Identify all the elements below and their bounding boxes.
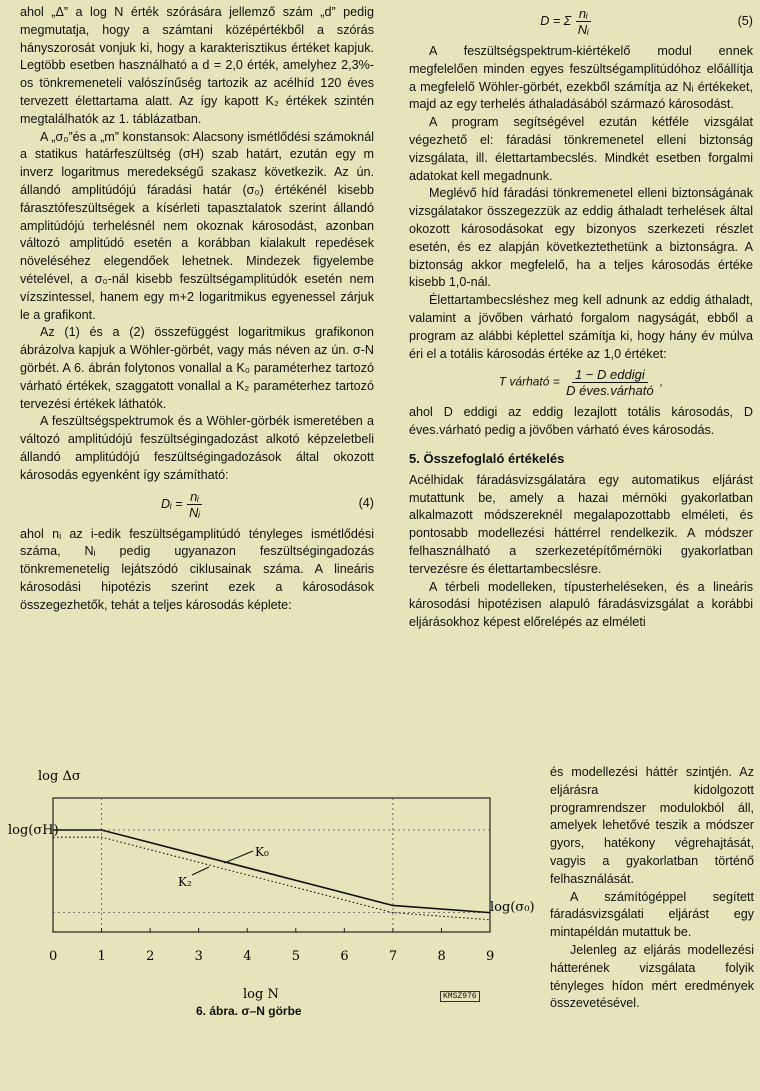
x-tick-label: 6 [340,949,349,964]
right-column [409,4,753,632]
equation-6 [409,367,753,398]
plot-frame [53,798,490,932]
eq4-numerator: nᵢ [187,489,202,505]
x-tick-label: 0 [49,949,58,964]
paragraph: A program segítségével ezután kétféle vizsgálat végezhető el: fáradási tönkremenetel elleni biztonság vizsgálata, ill. élettartambecslés. Mindkét esetben forgalmi adatokat kell megadnunk. [409,115,753,183]
paragraph: ahol D eddigi az eddig lezajlott totális károsodás, D éves.várható pedig a jövőben várható éves károsodás. [409,405,753,438]
eq6-numerator: 1 − D eddigi [572,367,648,383]
paragraph: Acélhidak fáradásvizsgálatára egy automatikus eljárást mutattunk be, amely a hazai mérnöki gyakorlatban alkalmazott módszereknél megalapozottabb elméleti, és pontosabb modellezési háttérrel rendelkezik. A módszer felhasználható a szerkezetépítőmérnöki gyakorlatban tervezésre és élettartambecslésre. [409,472,753,576]
x-tick-label: 1 [97,949,106,964]
x-tick-label: 8 [437,949,446,964]
leader-line-k2 [192,867,209,875]
eq5-lhs: D = Σ [540,13,572,28]
eq5-numerator: nᵢ [576,6,591,22]
eq6-lhs: T várható = [498,375,560,390]
eq5-denominator: Nᵢ [577,22,589,37]
leader-line-k0 [224,851,253,863]
figure-caption: 6. ábra. σ–N görbe [196,1004,302,1018]
series-label-k2: K₂ [178,875,192,889]
wrapped-text [550,764,754,1013]
paragraph: Meglévő híd fáradási tönkremenetel elleni biztonságának vizsgálatakor összegezzük az eddig áthaladt terhelések által okozott károsodásokat egy bizonyos szerkezeti részlet esetén, és ez alapján következtethetünk a biztonságra. A biztonság akkor megfelelő, ha a teljes károsodás értéke kisebb 1,0-nál. [409,186,753,290]
eq4-lhs: Dᵢ = [160,496,183,511]
paragraph: ahol „Δ” a log N érték szórására jellemző szám „d” pedig megmutatja, hogy a számtani középértékből a szórás hányszorosát vonjuk ki, hogy a karakterisztikus értéket kapjuk. Legtöbb esetben használható a d = 2,0 érték, amelyhez 2,3%-os tönkremeneteli valószínűség tartozik az acélhíd 120 éves tervezett élettartama alatt. Az így kapott K₂ értékek szintén megtalálhatók az 1. táblázatban. [20,5,374,126]
sigma-n-chart [0,760,540,1090]
paragraph: Az (1) és a (2) összefüggést logaritmikus grafikonon ábrázolva kapjuk a Wöhler-görbét, vagy más néven az ún. σ-N görbét. A 6. ábrán folytonos vonallal a K₀ paraméterhez tartozó várható értékek, szaggatott vonallal a K₂ paraméterhez tartozó tervezési értékek láthatók. [20,325,374,411]
series-label-k0: K₀ [255,845,269,859]
equation-number: (4) [358,496,374,511]
x-axis-title: log N [243,987,279,1002]
x-tick-label: 5 [291,949,301,964]
series-line-k0 [53,830,490,913]
paragraph: ahol nᵢ az i-edik feszültségamplitúdó tényleges ismétlődési száma, Nᵢ pedig ugyanazon feszültségingadozás tönkremenetelig lejátszódó ciklusainak száma. A lineáris károsodási hipotézis szerint ezek a károsodások összegezhetők, tehát a teljes károsodás képlete: [20,526,374,612]
x-tick-label: 2 [146,949,155,964]
paragraph: A számítógéppel segített fáradásvizsgálati eljárást egy mintapéldán mutattuk be. [550,889,754,940]
eq6-denominator: D éves.várható [566,383,654,399]
equation-5 [409,6,753,37]
y-ref-label-sigma-h: log(σH) [8,823,59,838]
equation-4 [20,489,374,520]
section-heading: 5. Összefoglaló értékelés [409,450,565,466]
paragraph: Élettartambecsléshez meg kell adnunk az eddig áthaladt, valamint a jövőben várható forgalom nagyságát, ebből a program az alábbi képlettel számítja ki, hogy hány év múlva éri el a totális károsodás értéke az 1,0 értéket: [409,293,753,361]
paragraph: és modellezési háttér szintjén. Az eljárásra kidolgozott programrendszer modulokból áll, amelyek lehetővé teszik a módszer gyors, hatékony végrehajtását, vagyis a gyakorlatban történő felhasználását. [550,765,754,886]
eq6-tail: , [659,375,664,390]
eq4-denominator: Nᵢ [189,504,201,520]
left-column [20,4,374,615]
x-tick-label: 9 [486,949,495,964]
equation-number: (5) [737,13,753,28]
stamp: KMSZ976 [440,991,480,1002]
eq6-fraction [563,367,656,398]
paragraph: A feszültségspektrumok és a Wöhler-görbék ismeretében a változó amplitúdójú feszültségingadozást alkotó képzeletbeli állandó amplitúdójú feszültségingadozások által okozott károsodás egyenként így számítható: [20,414,374,482]
paragraph: A feszültségspektrum-kiértékelő modul ennek megfelelően minden egyes feszültségamplitúdóhoz előállítja a megfelelő Wöhler-görbét, ezekből számítja az Nᵢ értékeket, majd az egy terhelés áthaladásából származó károsodást. [409,44,753,112]
paragraph: Jelenleg az eljárás modellezési hátterének vizsgálata folyik tényleges hídon mért eredmények összevetésével. [550,942,754,1011]
eq5-fraction [575,6,592,37]
paragraph: A „σ₀”és a „m” konstansok: Alacsony ismétlődési számoknál a statikus határfeszültség (σH) szab határt, ezután egy m inverz logaritmus meredekségű szakasz következik. Az ún. állandó amplitúdójú fáradási határ (σ₀) értékénél kisebb fárasztófeszültségek a kísérleti tapasztalatok szerint állandó amplitúdójú terhelésnél nem okoznak károsodást, azonban változó amplitúdó esetén a korábban kialakult repedések növeléséhez elegendőek lehetnek. Mindezek figyelembe vételével, a σ₀-nál kisebb feszültségamplitúdók esetén nem vízszintessel, hanem egy m+2 logaritmikus egyenessel zárjuk le a grafikont. [20,129,374,322]
x-tick-label: 3 [194,949,203,964]
paragraph: A térbeli modelleken, típusterheléseken, és a lineáris károsodási hipotézisen alapuló fáradásvizsgálat a korábbi eljárásokhoz képest előrelépés az elméleti [409,579,753,630]
y-axis-title: log Δσ [38,769,81,784]
eq4-fraction [186,489,203,520]
x-tick-label: 7 [388,949,398,964]
x-tick-label: 4 [243,949,252,964]
y-ref-label-sigma-0: log(σ₀) [490,900,535,915]
